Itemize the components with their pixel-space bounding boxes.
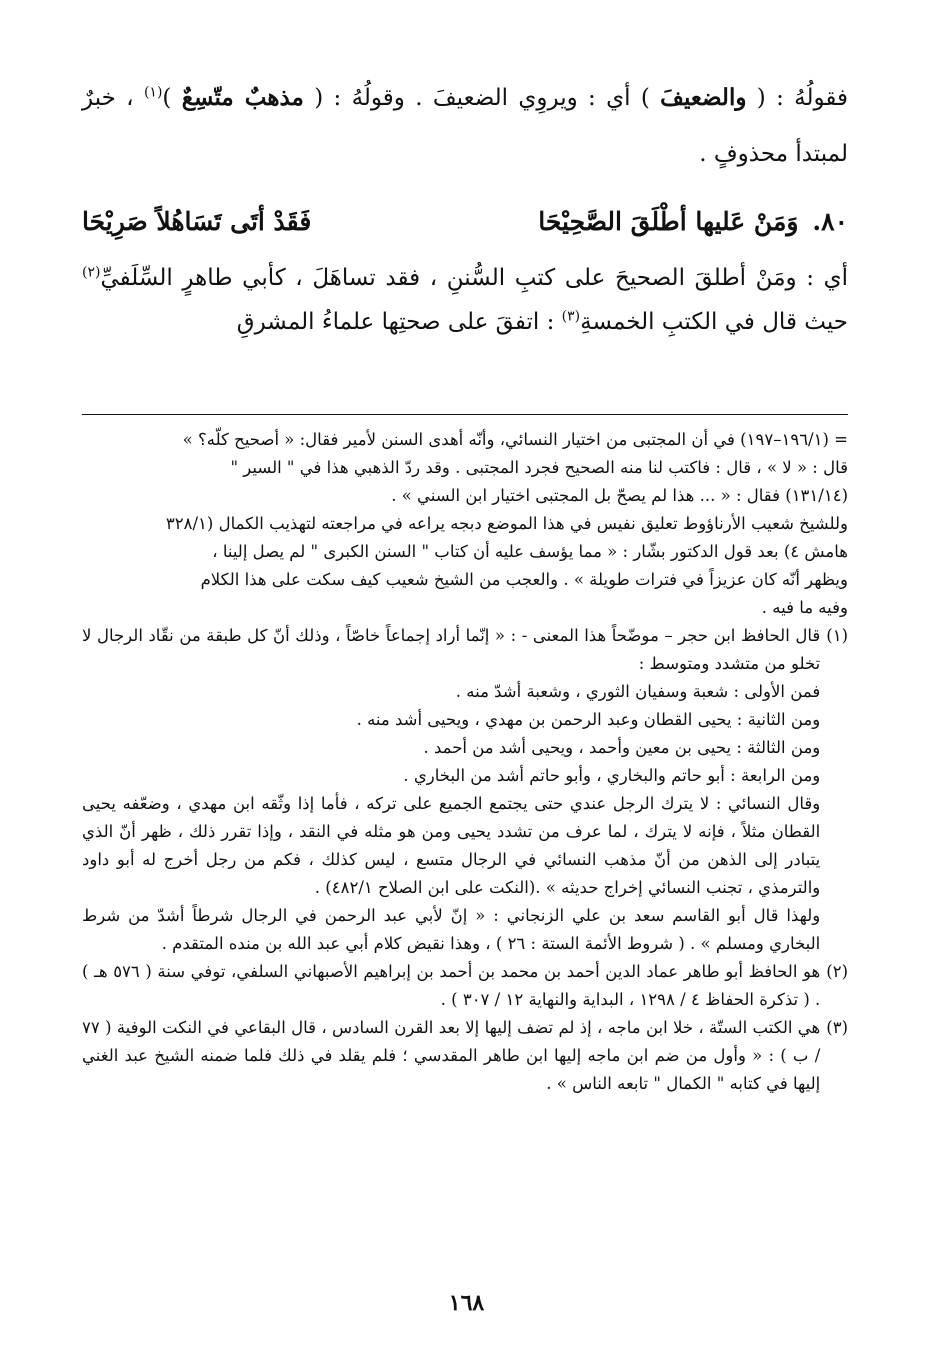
explanation-part-3: : اتفقَ على صحتِها علماءُ المشرقِ [236, 309, 562, 335]
continued-note-line: وفيه ما فيه . [761, 598, 848, 617]
term-broad-school: مذهبٌ متّسِعٌ [181, 84, 304, 111]
footnote-line: هو الحافظ أبو طاهر عماد الدين أحمد بن محمد بن أحمد بن إبراهيم الأصبهاني السلفي، توفي سنة ( ٥٧٦ هـ ) . ( تذكرة الحفاظ ٤ / ١٢٩٨ ، البداية والنهاية ١٢ / ٣٠٧ ) . [82, 962, 821, 1009]
continued-note-line: وللشيخ شعيب الأرناؤوط تعليق نفيس في هذا الموضع دبجه يراعه في مراجعته لتهذيب الكمال (٣٢٨/١ [165, 514, 848, 533]
footnote-ref-3[interactable]: (٣) [561, 308, 581, 325]
footnote-line: هي الكتب الستّة ، خلا ابن ماجه ، إذ لم تضف إليها إلا بعد القرن السادس ، قال البقاعي في النكت الوفية ( ٧٧ / ب ) : « وأول من ضم ابن ماجه إليها ابن طاهر المقدسي ؛ فلم يقلد في ذلك فلما ضمنه الشيخ عبد الغني إليها في كتابه " الكمال " تابعه الناس » . [82, 1018, 821, 1093]
footnote-line: فمن الأولى : شعبة وسفيان الثوري ، وشعبة أشدّ منه . [455, 682, 821, 701]
explanation-part-1: أي : ومَنْ أطلقَ الصحيحَ على كتبِ السُّننِ ، فقد تساهَلَ ، كأبي طاهرٍ السِّلَفيِّ [100, 265, 848, 291]
intro-suffix: ، خبرٌ لمبتدأ محذوفٍ . [82, 85, 848, 167]
main-text-block [82, 70, 848, 344]
footnote-line: قال الحافظ ابن حجر – موضّحاً هذا المعنى - : « إنّما أراد إجماعاً خاصّاً ، وذلك أنّ كل طبقة من نقّاد الرجال لا تخلو من متشدد ومتوسط : [82, 626, 821, 673]
footnote-ref-1[interactable]: (١) [143, 84, 163, 101]
intro-middle: ) أي : ويروِي الضعيفَ . وقولُهُ : ( [303, 85, 661, 111]
continued-note-line: قال : « لا » ، قال : فاكتب لنا منه الصحيح فجرد المجتبى . وقد ردّ الذهبي هذا في " السير " [230, 458, 848, 477]
continued-note-line: ويظهر أنّه كان عزيزاً في فترات طويلة » . والعجب من الشيخ شعيب كيف سكت على هذا الكلام [200, 570, 848, 589]
explanation-paragraph [82, 256, 848, 344]
verse-second-hemistich: فَقَدْ أتَى تَسَاهُلاً صَرِيْحَا [81, 207, 312, 236]
footnote-3 [82, 1014, 848, 1098]
footnote-line: ومن الرابعة : أبو حاتم والبخاري ، وأبو حاتم أشد من البخاري . [403, 766, 821, 785]
footnote-1-number: (١) [826, 626, 848, 645]
explanation-part-2: حيث قال في الكتبِ الخمسةِ [580, 309, 848, 335]
footnote-line: ولهذا قال أبو القاسم سعد بن علي الزنجاني : « إنّ لأبي عبد الرحمن في الرجال شرطاً أشدّ من شرط البخاري ومسلم » . ( شروط الأئمة الستة : ٢٦ ) ، وهذا نقيض كلام أبي عبد الله بن منده المتقدم . [82, 906, 821, 953]
footnote-1 [82, 622, 848, 958]
continued-note-line: (١٣١/١٤) فقال : « ... هذا لم يصحّ بل المجتبى اختيار ابن السني » . [391, 486, 848, 505]
footnote-line: ومن الثالثة : يحيى بن معين وأحمد ، ويحيى أشد من أحمد . [423, 738, 821, 757]
footnote-2-number: (٢) [826, 962, 848, 981]
continued-note-line: هامش ٤) بعد قول الدكتور بشّار : « مما يؤسف عليه أن كتاب " السنن الكبرى " لم يصل إلينا ، [212, 542, 848, 561]
intro-prefix: فقولُهُ : ( [746, 85, 848, 111]
intro-paragraph [82, 70, 848, 182]
verse-line [82, 198, 848, 246]
footnote-2-body [82, 958, 820, 1014]
footnote-3-body [82, 1014, 820, 1098]
term-weak: والضعيفَ [660, 84, 747, 111]
page-number: ١٦٨ [448, 1290, 485, 1316]
footnote-3-number: (٣) [826, 1018, 848, 1037]
footnote-2 [82, 958, 848, 1014]
footnote-line: ومن الثانية : يحيى القطان وعبد الرحمن بن مهدي ، ويحيى أشد منه . [356, 710, 821, 729]
footnote-divider [82, 414, 848, 415]
intro-middle-2: ) [162, 85, 182, 111]
footnote-line: وقال النسائي : لا يترك الرجل عندي حتى يجتمع الجميع على تركه ، فأما إذا وثّقه ابن مهدي ، وضعّفه يحيى القطان مثلاً ، فإنه لا يترك ، لما عرف من تشدد يحيى ومن هو مثله في النقد ، وإذا تقرر ذلك ، ظهر أنّ الذي يتبادر إلى الذهن من أنّ مذهب النسائي في الرجال متسع ، ليس كذلك ، فكم من رجل أخرج له أبو داود والترمذي ، تجنب النسائي إخراج حديثه » .(النكت على ابن الصلاح ٤٨٢/١) . [82, 794, 821, 897]
continued-note-line: = (١٩٦/١–١٩٧) في أن المجتبى من اختيار النسائي، وأنّه أهدى السنن لأمير فقال: « أصحيح كلّه؟ » [182, 430, 848, 449]
verse-number: ٨٠. [812, 207, 848, 236]
footnote-ref-2[interactable]: (٢) [82, 264, 101, 281]
footnote-1-body [82, 622, 820, 958]
footnotes-block [82, 426, 848, 1098]
verse-first-hemistich: وَمَنْ عَليها أطْلَقَ الصَّحِيْحَا [538, 207, 799, 236]
